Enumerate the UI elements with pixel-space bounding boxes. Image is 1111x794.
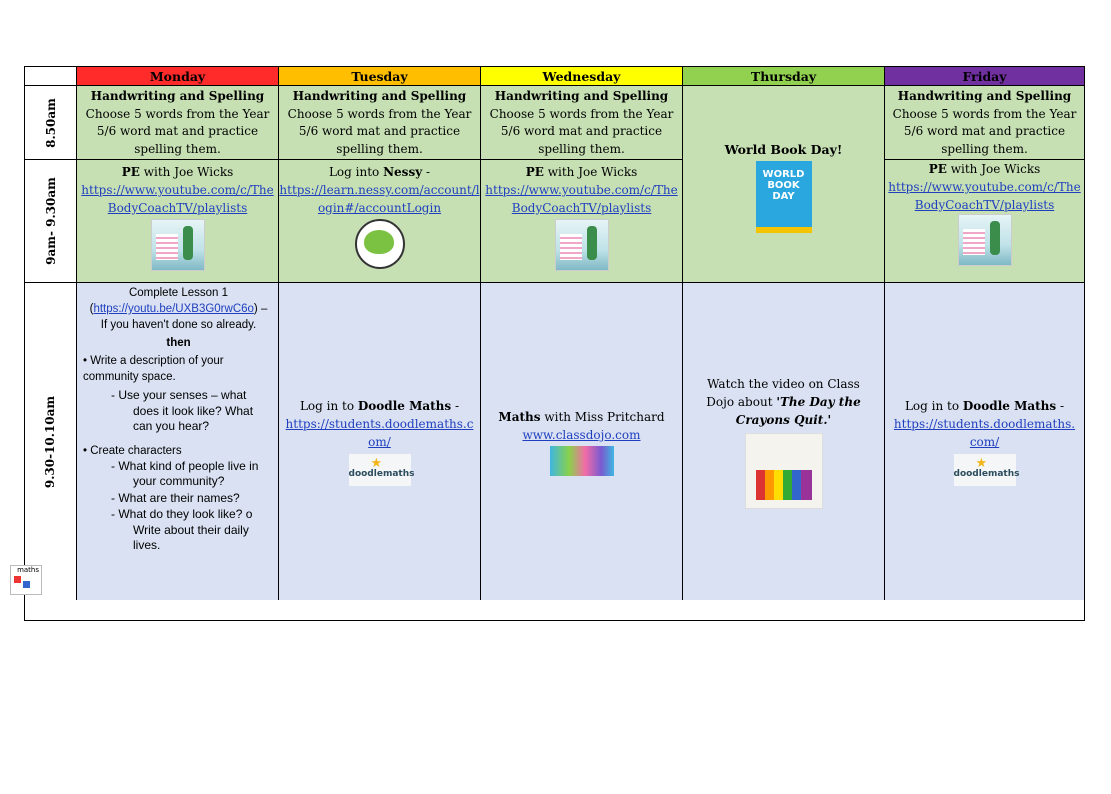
activity-title: Handwriting and Spelling bbox=[292, 89, 467, 103]
book-logo-text: WORLD BOOK DAY bbox=[762, 169, 805, 202]
lesson-youtube-link[interactable]: https://youtu.be/UXB3G0rwC6o bbox=[93, 303, 254, 315]
tuesday-nessy bbox=[278, 159, 481, 283]
doodlemaths-logo-icon[interactable] bbox=[953, 454, 1020, 486]
activity-text: Choose 5 words from the Year 5/6 word mat and practice spelling them. bbox=[287, 106, 472, 156]
header-monday: Monday bbox=[76, 66, 279, 86]
lesson-bullet: • Write a description of your community space. bbox=[83, 355, 224, 383]
time-label: 9am- 9.30am bbox=[43, 177, 58, 265]
doodle-link[interactable]: https://students.doodlemaths.com/ bbox=[893, 417, 1076, 449]
maths-title: Maths bbox=[498, 409, 541, 424]
pe-with: with Joe Wicks bbox=[543, 165, 638, 179]
maths-teacher: with Miss Pritchard bbox=[540, 409, 665, 424]
nessy-title: Nessy bbox=[383, 165, 423, 179]
doodle-title: Doodle Maths bbox=[357, 399, 452, 413]
header-thursday: Thursday bbox=[682, 66, 885, 86]
monday-lesson bbox=[76, 282, 279, 601]
pe-title: PE bbox=[928, 162, 947, 176]
world-book-day-logo-icon bbox=[756, 161, 812, 233]
lesson-line: If you haven't done so already. bbox=[100, 319, 257, 331]
activity-text: Choose 5 words from the Year 5/6 word mat and practice spelling them. bbox=[85, 106, 270, 156]
tuesday-doodle bbox=[278, 282, 481, 601]
header-friday: Friday bbox=[884, 66, 1085, 86]
footer-row bbox=[24, 600, 1085, 621]
nessy-post: - bbox=[422, 165, 431, 179]
activity-text: Choose 5 words from the Year 5/6 word mat and practice spelling them. bbox=[892, 106, 1077, 156]
time-slot-1 bbox=[24, 85, 77, 160]
monday-handwriting bbox=[76, 85, 279, 160]
pe-title: PE bbox=[525, 165, 544, 179]
doodle-logo-text: ★ doodlemaths bbox=[348, 469, 415, 479]
doodle-pre: Log in to bbox=[299, 399, 358, 413]
lesson-link-line: (https://youtu.be/UXB3G0rwC6o) – bbox=[89, 303, 268, 315]
lesson-bullet: • Create characters bbox=[83, 444, 182, 457]
doodle-pre: Log in to bbox=[904, 399, 963, 413]
doodle-title: Doodle Maths bbox=[962, 399, 1057, 413]
pe-with: with Joe Wicks bbox=[946, 162, 1041, 176]
lesson-sub-item: - What do they look like? o Write about their daily lives. bbox=[111, 507, 253, 552]
video-title: 'The Day the Crayons Quit.' bbox=[735, 394, 861, 427]
lesson-line: Complete Lesson 1 bbox=[128, 287, 229, 299]
header-wednesday: Wednesday bbox=[480, 66, 683, 86]
doodlemaths-logo-icon[interactable] bbox=[348, 454, 415, 486]
lesson-then: then bbox=[166, 337, 191, 349]
tuesday-handwriting bbox=[278, 85, 481, 160]
header-tuesday: Tuesday bbox=[278, 66, 481, 86]
activity-title: Handwriting and Spelling bbox=[90, 89, 265, 103]
lesson-dash: – bbox=[257, 303, 268, 315]
doodle-link[interactable]: https://students.doodlemaths.com/ bbox=[285, 417, 474, 449]
pe-youtube-link[interactable]: https://www.youtube.com/c/TheBodyCoachTV/playlists bbox=[485, 183, 678, 215]
nessy-login-link[interactable]: https://learn.nessy.com/account/login#/accountLogin bbox=[279, 183, 480, 215]
thursday-world-book-day bbox=[682, 85, 885, 283]
time-label: 8.50am bbox=[43, 97, 58, 148]
activity-title: Handwriting and Spelling bbox=[897, 89, 1072, 103]
friday-doodle bbox=[884, 282, 1085, 601]
wednesday-handwriting bbox=[480, 85, 683, 160]
joe-wicks-thumbnail-icon[interactable] bbox=[151, 219, 205, 271]
nessy-logo-icon[interactable] bbox=[355, 219, 405, 269]
time-slot-2 bbox=[24, 159, 77, 283]
lesson-sub-item: - Use your senses – what does it look like? What can you hear? bbox=[111, 388, 254, 433]
maths-icon-text: maths bbox=[17, 566, 39, 574]
class-dojo-logo-icon[interactable] bbox=[550, 446, 614, 476]
world-book-day-title: World Book Day! bbox=[724, 142, 843, 157]
header-corner bbox=[24, 66, 77, 86]
activity-text: Choose 5 words from the Year 5/6 word mat and practice spelling them. bbox=[489, 106, 674, 156]
monday-pe bbox=[76, 159, 279, 283]
time-label: 9.30-10.10am bbox=[43, 395, 58, 488]
lesson-sub-item: - What kind of people live in your community? bbox=[111, 458, 259, 488]
nessy-pre: Log into bbox=[328, 165, 384, 179]
wednesday-pe bbox=[480, 159, 683, 283]
video-instruction: Watch the video on Class Dojo about bbox=[706, 376, 860, 409]
pe-youtube-link[interactable]: https://www.youtube.com/c/TheBodyCoachTV/playlists bbox=[81, 183, 274, 215]
joe-wicks-thumbnail-icon[interactable] bbox=[555, 219, 609, 271]
joe-wicks-thumbnail-icon[interactable] bbox=[958, 214, 1012, 266]
wednesday-maths bbox=[480, 282, 683, 601]
friday-pe bbox=[884, 159, 1085, 283]
pe-with: with Joe Wicks bbox=[139, 165, 234, 179]
thursday-video bbox=[682, 282, 885, 601]
class-dojo-link[interactable]: www.classdojo.com bbox=[522, 427, 641, 442]
crayons-book-cover-icon[interactable] bbox=[745, 433, 823, 509]
doodle-post: - bbox=[1056, 399, 1065, 413]
doodle-logo-text: ★ doodlemaths bbox=[953, 469, 1020, 479]
pe-title: PE bbox=[121, 165, 140, 179]
lesson-sub-item: - What are their names? bbox=[111, 490, 240, 505]
activity-title: Handwriting and Spelling bbox=[494, 89, 669, 103]
pe-youtube-link[interactable]: https://www.youtube.com/c/TheBodyCoachTV/playlists bbox=[888, 180, 1081, 212]
friday-handwriting bbox=[884, 85, 1085, 160]
time-slot-3 bbox=[24, 282, 77, 601]
doodle-post: - bbox=[451, 399, 460, 413]
maths-icon bbox=[10, 565, 42, 595]
